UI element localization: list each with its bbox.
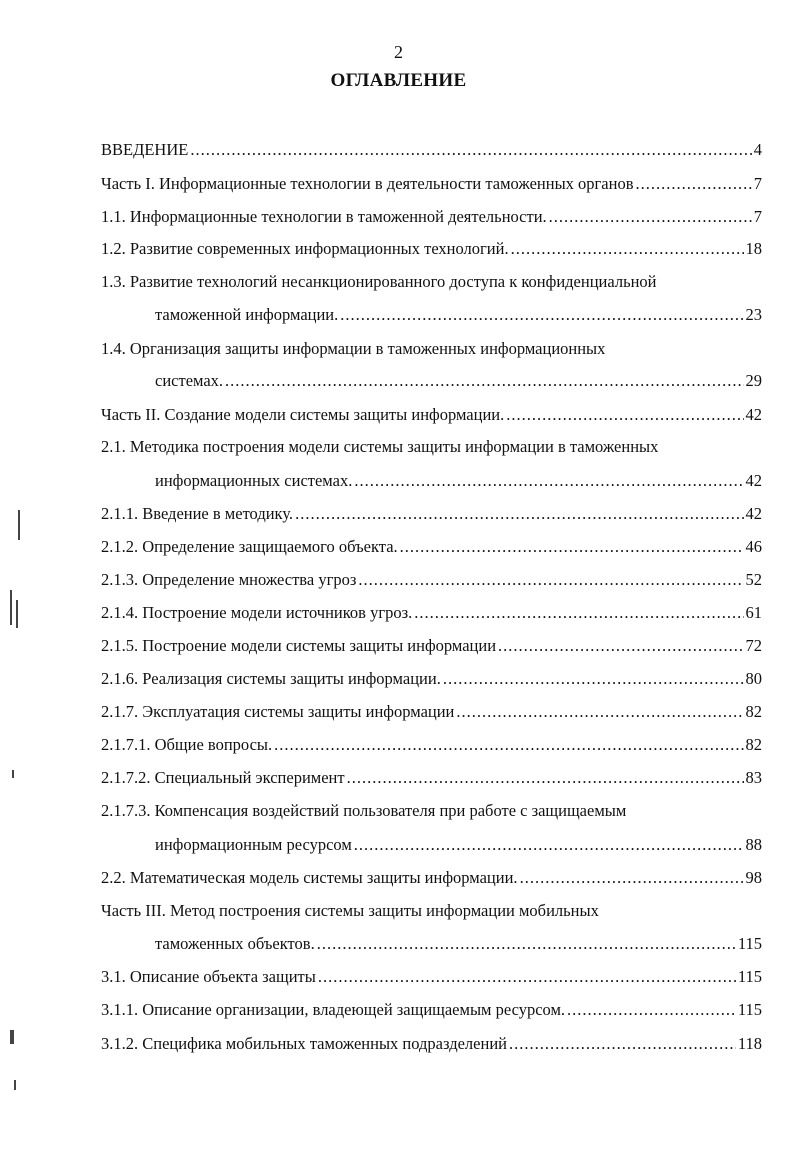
toc-entry-title: 1.4. Организация защиты информации в таможенных информационных (101, 339, 606, 358)
toc-entry-page: 82 (745, 702, 762, 721)
toc-leader-dots (295, 504, 743, 524)
toc-entry-title: информационным ресурсом (155, 835, 352, 854)
toc-entry-title: 3.1. Описание объекта защиты (101, 967, 316, 986)
toc-entry-title: 1.3. Развитие технологий несанкционированного доступа к конфиденциальной (101, 272, 657, 291)
toc-entry (101, 504, 762, 524)
toc-entry-title: 2.1.4. Построение модели источников угроз. (101, 603, 413, 622)
toc-leader-dots (340, 305, 743, 325)
toc-entry (101, 405, 762, 425)
toc-entry-title: Часть II. Создание модели системы защиты информации. (101, 405, 505, 424)
toc-entry-title: 2.1.6. Реализация системы защиты информации. (101, 669, 441, 688)
toc-entry-page: 23 (745, 305, 762, 324)
toc-entry-title: 1.2. Развитие современных информационных технологий. (101, 239, 509, 258)
toc-entry-title: 3.1.2. Специфика мобильных таможенных подразделений (101, 1034, 507, 1053)
toc-entry (101, 603, 762, 623)
toc-entry (101, 174, 762, 194)
toc-entry-title: 2.1.7.2. Специальный эксперимент (101, 768, 345, 787)
toc-leader-dots (456, 702, 743, 722)
toc-leader-dots (317, 934, 736, 954)
toc-entry-page: 52 (745, 570, 762, 589)
toc-leader-dots (354, 471, 743, 491)
toc-leader-dots (190, 140, 751, 160)
toc-leader-dots (400, 537, 744, 557)
toc-entry (101, 1000, 762, 1020)
toc-leader-dots (498, 636, 743, 656)
toc-entry-title: ВВЕДЕНИЕ (101, 140, 189, 159)
toc-entry (101, 636, 762, 656)
toc-entry-title: таможенной информации. (155, 305, 339, 324)
toc-entry-page: 7 (753, 207, 762, 226)
toc-leader-dots (358, 570, 743, 590)
toc-entry-title: 2.1.1. Введение в методику. (101, 504, 294, 523)
toc-entry-title: 2.1.7.1. Общие вопросы. (101, 735, 273, 754)
toc-entry (101, 868, 762, 888)
toc-leader-dots (414, 603, 743, 623)
toc-entry-title: 2.1.7.3. Компенсация воздействий пользователя при работе с защищаемым (101, 801, 627, 820)
toc-entry-page: 46 (745, 537, 762, 556)
toc-entry (101, 669, 762, 689)
toc-entry (155, 835, 762, 855)
toc-entry-page: 118 (737, 1034, 762, 1053)
page-number: 2 (394, 42, 403, 62)
scan-mark (10, 590, 12, 625)
toc-entry (155, 371, 762, 391)
toc-entry-page: 7 (753, 174, 762, 193)
toc-leader-dots (347, 768, 744, 788)
toc-entry-page: 72 (745, 636, 762, 655)
toc-entry-title: 2.1.3. Определение множества угроз (101, 570, 357, 589)
toc-entry (155, 471, 762, 491)
toc-entry-page: 83 (745, 768, 762, 787)
toc-entry-title: таможенных объектов. (155, 934, 315, 953)
toc-leader-dots (549, 207, 752, 227)
toc-entry-title: Часть I. Информационные технологии в деятельности таможенных органов (101, 174, 634, 193)
scan-mark (10, 1030, 14, 1044)
page-title: ОГЛАВЛЕНИЕ (330, 70, 467, 91)
toc-entry (101, 537, 762, 557)
toc-leader-dots (318, 967, 736, 987)
toc-entry-title: системах. (155, 371, 224, 390)
toc-entry (101, 1034, 762, 1054)
toc-entry-page: 88 (745, 835, 762, 854)
toc-leader-dots (354, 835, 744, 855)
toc-leader-dots (520, 868, 744, 888)
toc-entry (155, 934, 762, 954)
toc-entry (101, 768, 762, 788)
toc-leader-dots (511, 239, 744, 259)
toc-entry-title: Часть III. Метод построения системы защиты информации мобильных (101, 901, 599, 920)
toc-leader-dots (567, 1000, 736, 1020)
toc-entry-page: 115 (737, 967, 762, 986)
toc-entry (101, 140, 762, 160)
toc-entry-page: 61 (745, 603, 762, 622)
toc-entry (101, 702, 762, 722)
toc-entry-page: 82 (745, 735, 762, 754)
toc-entry (101, 967, 762, 987)
toc-entry-title: 2.1. Методика построения модели системы защиты информации в таможенных (101, 437, 659, 456)
toc-leader-dots (443, 669, 744, 689)
toc-entry-title: 3.1.1. Описание организации, владеющей защищаемым ресурсом. (101, 1000, 566, 1019)
toc-entry-page: 18 (745, 239, 762, 258)
toc-entry-page: 115 (737, 1000, 762, 1019)
toc-entry (101, 570, 762, 590)
toc-leader-dots (506, 405, 743, 425)
toc-entry (101, 207, 762, 227)
scan-mark (14, 1080, 16, 1090)
toc-leader-dots (225, 371, 743, 391)
scan-mark (16, 600, 18, 628)
scan-mark (18, 510, 20, 540)
toc-entry-page: 115 (737, 934, 762, 953)
toc-entry-title: 2.1.5. Построение модели системы защиты информации (101, 636, 497, 655)
toc-entry-title: информационных системах. (155, 471, 353, 490)
toc-entry-page: 42 (745, 471, 762, 490)
toc-entry-title: 1.1. Информационные технологии в таможенной деятельности. (101, 207, 547, 226)
toc-entry-title: 2.2. Математическая модель системы защиты информации. (101, 868, 518, 887)
toc-entry-title: 2.1.2. Определение защищаемого объекта. (101, 537, 398, 556)
toc-entry-page: 42 (745, 504, 762, 523)
scan-mark (12, 770, 14, 778)
toc-leader-dots (274, 735, 743, 755)
toc-entry-page: 4 (753, 140, 762, 159)
toc-leader-dots (636, 174, 752, 194)
toc-leader-dots (509, 1034, 736, 1054)
toc-entry-title: 2.1.7. Эксплуатация системы защиты информации (101, 702, 455, 721)
scan-artifacts (0, 0, 30, 1153)
toc-entry (101, 239, 762, 259)
toc-entry-page: 80 (745, 669, 762, 688)
toc-entry (101, 735, 762, 755)
toc-entry (155, 305, 762, 325)
toc-entry-page: 42 (745, 405, 762, 424)
toc-entry-page: 29 (745, 371, 762, 390)
toc-entry-page: 98 (745, 868, 762, 887)
